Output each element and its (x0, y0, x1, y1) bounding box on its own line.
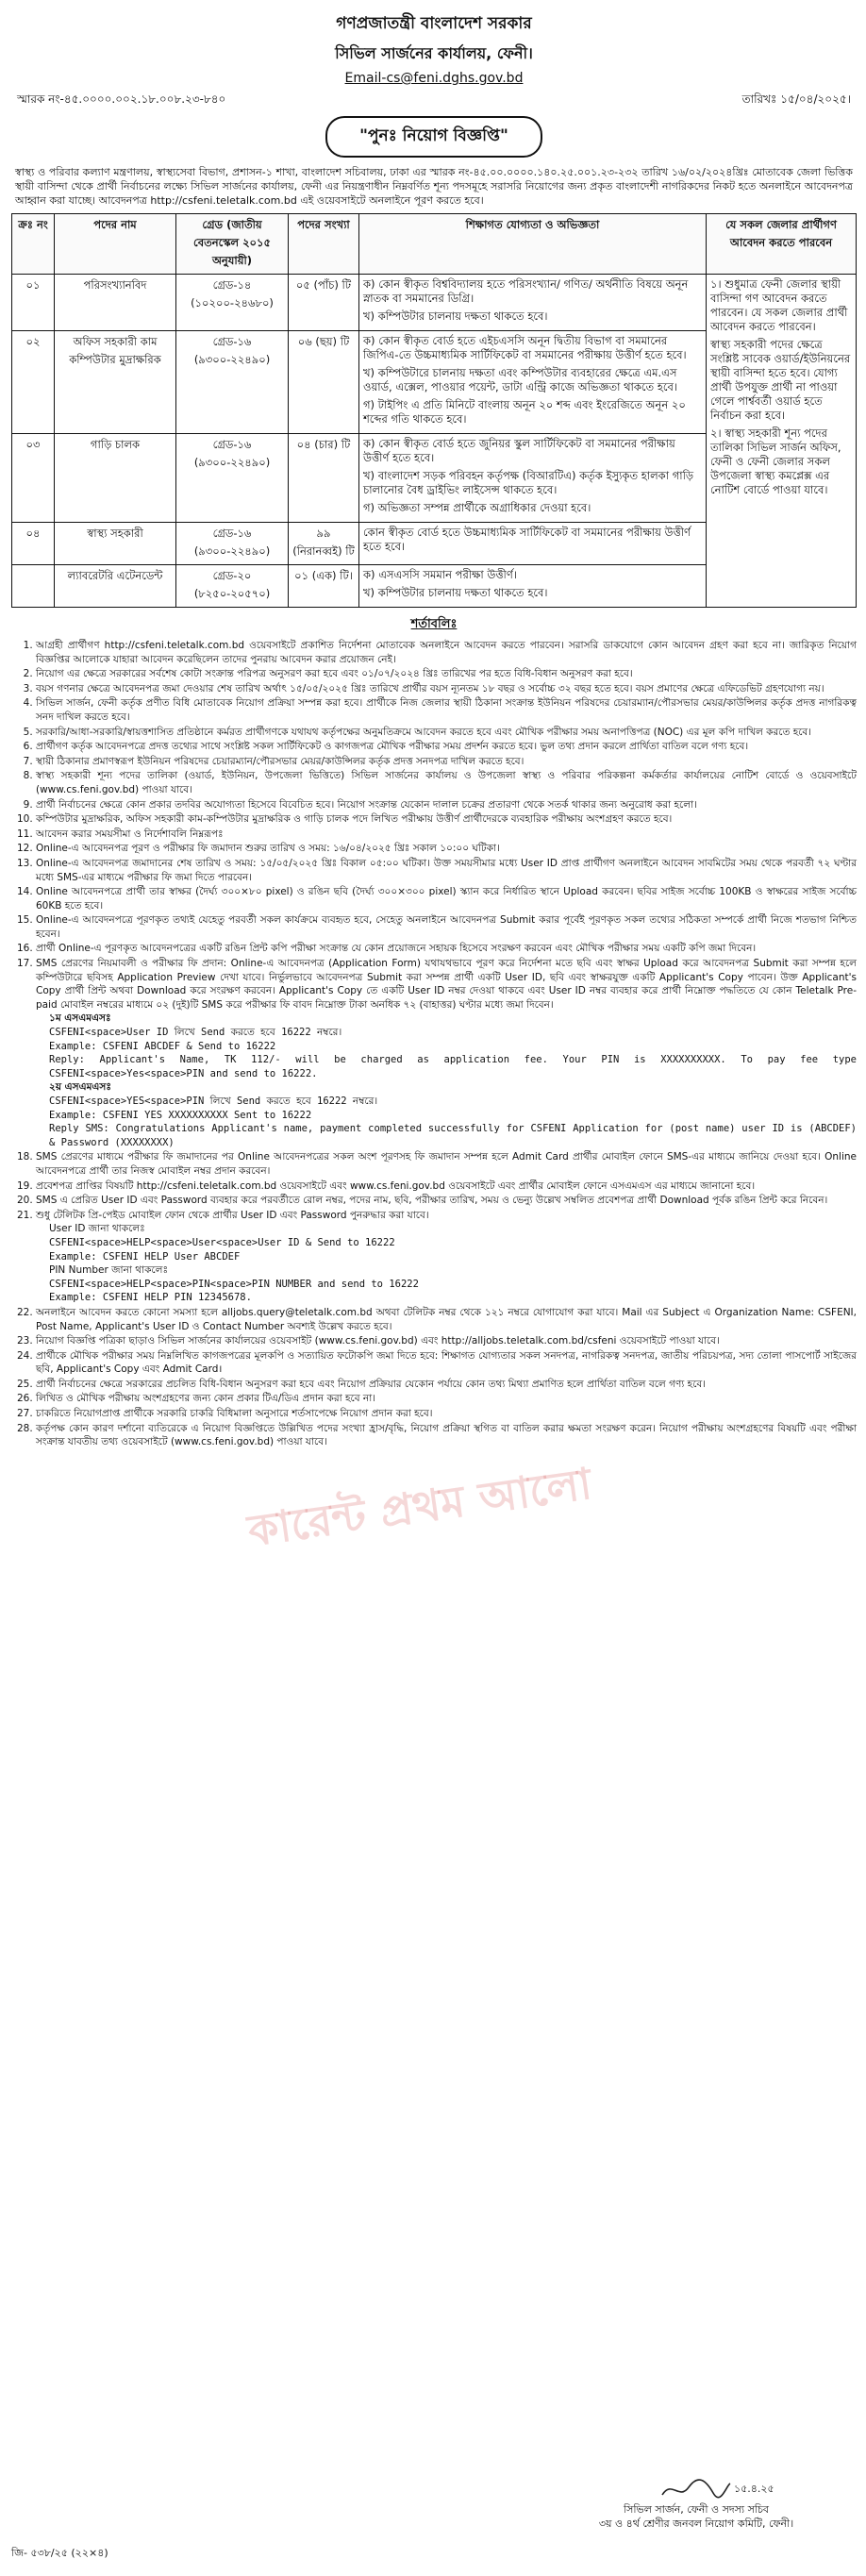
col-grade: গ্রেড (জাতীয় বেতনস্কেল ২০১৫ অনুযায়ী) (176, 214, 289, 275)
table-row (12, 275, 857, 331)
col-district: যে সকল জেলার প্রার্থীগণ আবেদন করতে পারবেন (707, 214, 857, 275)
list-item: 26. লিখিত ও মৌখিক পরীক্ষায় অংশগ্রহণের জন্য কোন প্রকার টিএ/ডিএ প্রদান করা হবে না। (36, 1392, 857, 1406)
row-count: ০৪ (চার) টি (289, 434, 359, 523)
list-item: 7. স্থায়ী ঠিকানার প্রমাণস্বরূপ ইউনিয়ন পরিষদের চেয়ারম্যান/পৌরসভার মেয়র/কাউন্সিলর কর্তৃক প্রদত্ত সনদপত্র দাখিল করতে হবে। (36, 755, 857, 769)
pin-example: Example: CSFENI HELP PIN 12345678. (49, 1292, 252, 1304)
newspaper-watermark: কারেন্ট প্রথম আলো (244, 1457, 595, 1557)
sms-first-label: ১ম এসএমএসঃ (49, 1012, 111, 1025)
list-item: 27. চাকরিতে নিয়োগপ্রাপ্ত প্রার্থীকে সরকারি চাকরি বিধিমালা অনুসারে শর্তসাপেক্ষে নিয়োগ প্রদান করা হবে। (36, 1407, 857, 1421)
list-item (36, 1209, 857, 1305)
list-item: 25. প্রার্থী নির্বাচনের ক্ষেত্রে সরকারের প্রচলিত বিধি-বিধান অনুসরণ করা হবে এবং নিয়োগ প্রক্রিয়ার যেকোন পর্যায়ে কোন তথ্য মিথ্যা প্রমাণিত হলে প্রার্থিতা বাতিল বলে গণ্য হবে। (36, 1378, 857, 1392)
reference-row (11, 92, 857, 110)
qual-line: ক) কোন স্বীকৃত বোর্ড হতে জুনিয়র স্কুল সার্টিফিকেট বা সমমানের পরীক্ষায় উত্তীর্ণ হতে হবে। (363, 437, 675, 464)
sms-second-reply: Reply SMS: Congratulations Applicant's name, payment completed successfully for CSFENI Application for (post name) user ID is (ABCDEF) & Password (XXXXXXXX) (49, 1123, 857, 1148)
row-post: গাড়ি চালক (55, 434, 176, 523)
signature-mark (555, 2476, 838, 2502)
sms-second-example: Example: CSFENI YES XXXXXXXXXX Sent to 16222 (49, 1109, 312, 1121)
intro-paragraph: স্বাস্থ্য ও পরিবার কল্যাণ মন্ত্রণালয়, স্বাস্থ্যসেবা বিভাগ, প্রশাসন-১ শাখা, বাংলাদেশ সচিবালয়, ঢাকা এর স্মারক নং-৪৫.০০.০০০০.১৪০.২৫.০০১.২৩-২৩২ তারিখ ১৬/০২/২০২৪খ্রিঃ মোতাবেক জেলা ভিত্তিক স্থায়ী বাসিন্দা থেকে প্রার্থী নির্বাচনের লক্ষ্যে সিভিল সার্জনের কার্যালয়, ফেনী এর নিয়ন্ত্রণাধীন নিম্নবর্ণিত শূন্য পদসমূহে সরাসরি নিয়োগের জন্য প্রকৃত বাংলাদেশী নাগরিকদের নিকট হতে অনলাইনে আবেদনপত্র আহ্বান করা যাচ্ছে। আবেদনপত্র http://csfeni.teletalk.com.bd এই ওয়েবসাইটে অনলাইনে পূরণ করতে হবে। (15, 166, 853, 207)
government-name: গণপ্রজাতন্ত্রী বাংলাদেশ সরকার (336, 14, 532, 33)
retrieve-block (36, 1222, 857, 1305)
list-item: 10. কম্পিউটার মুদ্রাক্ষরিক, অফিস সহকারী কাম-কম্পিউটার মুদ্রাক্ষরিক ও গাড়ি চালক পদে লিখিত পরীক্ষায় উত্তীর্ণ প্রার্থীদেরকে ব্যবহারিক পরীক্ষায় অংশগ্রহণ করতে হবে। (36, 812, 857, 827)
row-count: ০১ (এক) টি। (289, 565, 359, 608)
row-qualification (359, 523, 707, 565)
qual-line: খ) কম্পিউটার চালনায় দক্ষতা থাকতে হবে। (363, 309, 548, 323)
retrieve-format: CSFENI<space>HELP<space>User<space>User ID & Send to 16222 (49, 1236, 395, 1248)
sms-second-label: ২য় এসএমএসঃ (49, 1081, 111, 1094)
terms-title: শর্তাবলিঃ (410, 617, 458, 631)
list-item (36, 957, 857, 1149)
district-line: ১। শুধুমাত্র ফেনী জেলার স্থায়ী বাসিন্দা গণ আবেদন করতে পারবেন। যে সকল জেলার প্রার্থী আবেদন করতে পারবেন। (710, 277, 848, 333)
row-grade: গ্রেড-১৬ (৯৩০০-২২৪৯০) (176, 434, 289, 523)
notice-page (11, 8, 857, 2567)
notice-date: তারিখঃ ১৫/০৪/২০২৫। (741, 92, 851, 106)
qual-line: খ) কম্পিউটারে চালনায় দক্ষতা এবং কম্পিউটার ব্যবহারের ক্ষেত্রে এম.এস ওয়ার্ড, এক্সেল, পাওয়ার পয়েন্ট, ডাটা এন্ট্রি কাজে অভিজ্ঞতা থাকতে হবে। (363, 366, 678, 393)
col-serial: ক্রঃ নং (12, 214, 55, 275)
list-item: 28. কর্তৃপক্ষ কোন কারণ দর্শানো ব্যতিরেকে এ নিয়োগ বিজ্ঞপ্তিতে উল্লিখিত পদের সংখ্যা হ্রাস/বৃদ্ধি, নিয়োগ প্রক্রিয়া স্থগিত বা বাতিল করার ক্ষমতা সংরক্ষণ করেন। নিয়োগ পরীক্ষায় অংশগ্রহণের বিষয়টি এবং পরীক্ষা সংক্রান্ত যাবতীয় তথ্য ওয়েবসাইটে (www.cs.feni.gov.bd) পাওয়া যাবে। (36, 1422, 857, 1449)
list-item: 1. আগ্রহী প্রার্থীগণ http://csfeni.teletalk.com.bd ওয়েবসাইটে প্রকাশিত নির্দেশনা মোতাবেক অনলাইনে আবেদন করতে পারবেন। সরাসরি ডাকযোগে কোন আবেদন গ্রহণ করা হবে না। জারিকৃত নিয়োগ বিজ্ঞপ্তির আলোকে যাহারা আবেদন করেছিলেন তাদের পুনরায় আবেদন করার প্রয়োজন নেই। (36, 639, 857, 666)
row-grade: গ্রেড-১৬ (৯৩০০-২২৪৯০) (176, 331, 289, 434)
list-item: 6. প্রার্থীগণ কর্তৃক আবেদনপত্রে প্রদত্ত তথ্যের সাথে সংশ্লিষ্ট সকল সার্টিফিকেট ও কাগজপত্র মৌখিক পরীক্ষার সময় প্রদর্শন করতে হবে। ভুল তথ্য প্রদান করলে প্রার্থিতা বাতিল বলে গণ্য হবে। (36, 740, 857, 754)
sms-second-format: CSFENI<space>YES<space>PIN লিখে Send করতে হবে 16222 নম্বরে। (49, 1096, 378, 1107)
list-item: 9. প্রার্থী নির্বাচনের ক্ষেত্রে কোন প্রকার তদবির অযোগ্যতা হিসেবে বিবেচিত হবে। নিয়োগ সংক্রান্ত যেকোন দালাল চক্রের প্রতারণা থেকে সতর্ক থাকার জন্য অনুরোধ করা হলো। (36, 798, 857, 812)
pin-format: CSFENI<space>HELP<space>PIN<space>PIN NUMBER and send to 16222 (49, 1278, 419, 1290)
signatory-title: ৩য় ও ৪র্থ শ্রেণীর জনবল নিয়োগ কমিটি, ফেনী। (598, 2517, 794, 2530)
district-line: স্বাস্থ্য সহকারী পদের ক্ষেত্রে সংশ্লিষ্ট সাবেক ওয়ার্ড/ইউনিয়নের স্থায়ী বাসিন্দা হতে হবে। যোগ্য প্রার্থী উপযুক্ত প্রার্থী না পাওয়া গেলে পার্শ্ববর্তী ওয়ার্ড হতে নির্বাচন করা হবে। (710, 338, 851, 422)
row-count: ০৫ (পাঁচ) টি (289, 275, 359, 331)
qual-line: ক) কোন স্বীকৃত বোর্ড হতে এইচএসসি অনূন দ্বিতীয় বিভাগ বা সমমানের জিপিএ-তে উচ্চমাধ্যমিক সার্টিফিকেট বা সমমানের পরীক্ষায় উত্তীর্ণ হতে হবে। (363, 334, 687, 361)
list-item: 24. প্রার্থীকে মৌখিক পরীক্ষার সময় নিম্নলিখিত কাগজপত্রের মূলকপি ও সত্যায়িত ফটোকপি জমা দিতে হবে: শিক্ষাগত যোগ্যতার সকল সনদপত্র, নাগরিকত্ব সনদপত্র, জাতীয় পরিচয়পত্র, সদ্য তোলা পাসপোর্ট সাইজের ছবি, Applicant's Copy এবং Admit Card। (36, 1349, 857, 1377)
col-post: পদের নাম (55, 214, 176, 275)
retrieve-text: 21. শুধু টেলিটক প্রি-পেইড মোবাইল ফোন থেকে প্রার্থীর User ID এবং Password পুনরুদ্ধার করা যাবে। (36, 1209, 429, 1221)
office-name: সিভিল সার্জনের কার্যালয়, ফেনী। (335, 44, 533, 62)
list-item: 20. SMS এ প্রেরিত User ID এবং Password ব্যবহার করে পরবর্তীতে রোল নম্বর, পদের নাম, ছবি, পরীক্ষার তারিখ, সময় ও ভেন্যু উল্লেখ সম্বলিত প্রবেশপত্র প্রার্থী Download পূর্বক রঙিন প্রিন্ট করে নিবেন। (36, 1194, 857, 1208)
row-qualification (359, 331, 707, 434)
retrieve-example: Example: CSFENI HELP User ABCDEF (49, 1250, 241, 1263)
row-post: স্বাস্থ্য সহকারী (55, 523, 176, 565)
posts-table (11, 213, 857, 608)
terms-list (11, 639, 857, 1449)
sms-first-example: Example: CSFENI ABCDEF & Send to 16222 (49, 1040, 276, 1052)
signature-block (555, 2476, 838, 2531)
pin-label: PIN Number জানা থাকলেঃ (49, 1264, 169, 1277)
qual-line: ক) এসএসসি সমমান পরীক্ষা উত্তীর্ণ। (363, 568, 517, 581)
list-item: 5. সরকারি/আধা-সরকারি/স্বায়ত্তশাসিত প্রতিষ্ঠানে কর্মরত প্রার্থীগণকে যথাযথ কর্তৃপক্ষের অনুমতিক্রমে আবেদন করতে হবে এবং মৌখিক পরীক্ষার সময় অনাপত্তিপত্র (NOC) এর মূল কপি দাখিল করতে হবে। (36, 726, 857, 740)
office-email-link[interactable]: Email-cs@feni.dghs.gov.bd (344, 71, 524, 86)
row-count: ০৬ (ছয়) টি (289, 331, 359, 434)
qual-line: ক) কোন স্বীকৃত বিশ্ববিদ্যালয় হতে পরিসংখ্যান/ গণিত/ অর্থনীতি বিষয়ে অনূন স্নাতক বা সমমানের ডিগ্রি। (363, 277, 689, 305)
row-serial (12, 565, 55, 608)
list-item: 18. SMS প্রেরণের মাধ্যমে পরীক্ষার ফি জমাদানের পর Online আবেদনপত্রের সকল অংশ পূরণসহ ফি জমাদান সম্পন্ন হলে Admit Card প্রার্থীর মোবাইল ফোনে SMS-এর মাধ্যমে জানিয়ে দেওয়া হবে। Online আবেদনপত্রে প্রার্থী তার নিজস্ব মোবাইল নম্বর প্রদান করবেন। (36, 1150, 857, 1178)
signatory-name: সিভিল সার্জন, ফেনী ও সদস্য সচিব (623, 2503, 770, 2516)
list-item: 12. Online-এ আবেদনপত্র পূরণ ও পরীক্ষার ফি জমাদান শুরুর তারিখ ও সময়: ১৬/০৪/২০২৫ খ্রিঃ সকাল ১০:০০ ঘটিকা। (36, 842, 857, 856)
row-serial: ০১ (12, 275, 55, 331)
sms-first-format: CSFENI<space>User ID লিখে Send করতে হবে 16222 নম্বরে। (49, 1027, 342, 1039)
list-item: 2. নিয়োগ এর ক্ষেত্রে সরকারের সর্বশেষ কোটা সংক্রান্ত পরিপত্র অনুসরণ করা হবে এবং ০১/০৭/২০২৪ খ্রিঃ তারিখের পর হতে বিধি-বিধান অনুসরণ করা হবে। (36, 667, 857, 681)
print-reference: জি- ৫৩৮/২৫ (২২×৪) (11, 2547, 108, 2559)
qual-line: কোন স্বীকৃত বোর্ড হতে উচ্চমাধ্যমিক সার্টিফিকেট বা সমমানের পরীক্ষায় উত্তীর্ণ হতে হবে। (363, 526, 691, 553)
row-post: ল্যাবরেটরি এটেনডেন্ট (55, 565, 176, 608)
row-post: অফিস সহকারী কাম কম্পিউটার মুদ্রাক্ষরিক (55, 331, 176, 434)
row-grade: গ্রেড-১৬ (৯৩০০-২২৪৯০) (176, 523, 289, 565)
qual-line: খ) কম্পিউটার চালনায় দক্ষতা থাকতে হবে। (363, 586, 548, 599)
list-item: 14. Online আবেদনপত্রে প্রার্থী তার স্বাক্ষর (দৈর্ঘ্য ৩০০×৮০ pixel) ও রঙিন ছবি (দৈর্ঘ্য ৩০০×৩০০ pixel) স্ক্যান করে নির্ধারিত স্থানে Upload করবেন। ছবির সাইজ সর্বোচ্চ 100KB ও স্বাক্ষরের সাইজ সর্বোচ্চ 60KB হতে হবে। (36, 885, 857, 912)
qual-line: খ) বাংলাদেশ সড়ক পরিবহন কর্তৃপক্ষ (বিআরটিএ) কর্তৃক ইস্যুকৃত হালকা গাড়ি চালানোর বৈধ ড্রাইভিং লাইসেন্স থাকতে হবে। (363, 469, 694, 496)
row-serial: ০৩ (12, 434, 55, 523)
col-qualification: শিক্ষাগত যোগ্যতা ও অভিজ্ঞতা (359, 214, 707, 275)
retrieve-label: User ID জানা থাকলেঃ (49, 1223, 145, 1235)
row-qualification (359, 565, 707, 608)
list-item: 4. সিভিল সার্জন, ফেনী কর্তৃক প্রণীত বিধি মোতাবেক নিয়োগ প্রক্রিয়া সম্পন্ন করা হবে। প্রার্থীকে নিজ জেলার স্থায়ী ঠিকানা সংক্রান্ত ইউনিয়ন পরিষদের চেয়ারম্যান/পৌরসভার মেয়র/কাউন্সিলর কর্তৃক প্রদত্ত নাগরিকত্ব সনদ দাখিল করতে হবে। (36, 696, 857, 724)
qual-line: গ) অভিজ্ঞতা সম্পন্ন প্রার্থীকে অগ্রাধিকার দেওয়া হবে। (363, 501, 591, 514)
district-note (707, 275, 857, 608)
row-qualification (359, 434, 707, 523)
list-item: 23. নিয়োগ বিজ্ঞপ্তি পত্রিকা ছাড়াও সিভিল সার্জনের কার্যালয়ের ওয়েবসাইট (www.cs.feni.gov.bd) এবং http://alljobs.teletalk.com.bd/csfeni ওয়েবসাইটে পাওয়া যাবে। (36, 1334, 857, 1348)
list-item: 22. অনলাইনে আবেদন করতে কোনো সমস্যা হলে alljobs.query@teletalk.com.bd অথবা টেলিটক নম্বর থেকে ১২১ নম্বরে যোগাযোগ করা যাবে। Mail এর Subject এ Organization Name: CSFENI, Post Name, Applicant's User ID ও Contact Number অবশ্যই উল্লেখ করতে হবে। (36, 1306, 857, 1333)
row-grade: গ্রেড-২০ (৮২৫০-২০৫৭০) (176, 565, 289, 608)
list-item: 16. প্রার্থী Online-এ পূরণকৃত আবেদনপত্রের একটি রঙিন প্রিন্ট কপি পরীক্ষা সংক্রান্ত যে কোন প্রয়োজনে সহায়ক হিসেবে সংরক্ষণ করবেন এবং মৌখিক পরীক্ষার সময় একটি কপি জমা দিবেন। (36, 942, 857, 956)
row-serial: ০৪ (12, 523, 55, 565)
list-item: 11. আবেদন করার সময়সীমা ও নির্দেশাবলি নিম্নরূপঃ (36, 828, 857, 842)
sms-first-reply: Reply: Applicant's Name, TK 112/- will be charged as application fee. Your PIN is XXXXXXXXXX. To pay fee type CSFENI<space>Yes<space>PIN and send to 16222. (49, 1054, 857, 1079)
sms-block (36, 1012, 857, 1149)
banner-wrap (11, 116, 857, 158)
list-item: 3. বয়স গণনার ক্ষেত্রে আবেদনপত্র জমা দেওয়ার শেষ তারিখ অর্থাৎ ১৫/০৫/২০২৫ খ্রিঃ তারিখে প্রার্থীর বয়স ন্যূনতম ১৮ বছর ও সর্বোচ্চ ৩২ বছর হতে হবে। বয়স প্রমাণের ক্ষেত্রে এফিডেভিট গ্রহণযোগ্য নয়। (36, 682, 857, 696)
signature-date: ১৫.৪.২৫ (734, 2483, 774, 2495)
row-serial: ০২ (12, 331, 55, 434)
list-item: 8. স্বাস্থ্য সহকারী শূন্য পদের তালিকা (ওয়ার্ড, ইউনিয়ন, উপজেলা ভিত্তিতে) সিভিল সার্জনের কার্যালয় ও উপজেলা স্বাস্থ্য ও পরিবার পরিকল্পনা কর্মকর্তার কার্যালয়ের নোটিশ বোর্ডে ও ওয়েবসাইটে (www.cs.feni.gov.bd) পাওয়া যাবে। (36, 769, 857, 796)
sms-instructions-text: 17. SMS প্রেরণের নিয়মাবলী ও পরীক্ষার ফি প্রদান: Online-এ আবেদনপত্র (Application Form) যথাযথভাবে পূরণ করে নির্দেশনা মতে ছবি এবং স্বাক্ষর Upload করে আবেদনপত্র Submit করা সম্পন্ন হলে কম্পিউটারে ছবিসহ Application Preview দেখা যাবে। নির্ভুলভাবে আবেদনপত্র Submit করা সম্পন্ন প্রার্থী একটি User ID, ছবি এবং স্বাক্ষরযুক্ত একটি Applicant's Copy পাবেন। উক্ত Applicant's Copy প্রার্থী প্রিন্ট অথবা Download করে সংরক্ষণ করবেন। Applicant's Copy তে একটি User ID নম্বর দেওয়া থাকবে এবং User ID নম্বর ব্যবহার করে প্রার্থী নিম্নোক্ত পদ্ধতিতে যে কোন Teletalk Pre-paid মোবাইল নম্বরের মাধ্যমে ০২ (দুই)টি SMS করে পরীক্ষার ফি বাবদ নিম্নোক্ত টাকা অনধিক ৭২ (বাহাত্তর) ঘণ্টার মধ্যে জমা দিবেন। (36, 958, 857, 1011)
row-count: ৯৯ (নিরানব্বই) টি (289, 523, 359, 565)
memo-number: স্মারক নং-৪৫.০০০০.০০২.১৮.০০৮.২৩-৮৪০ (17, 92, 226, 106)
notice-title-banner: "পুনঃ নিয়োগ বিজ্ঞপ্তি" (325, 116, 542, 158)
district-line: ২। স্বাস্থ্য সহকারী শূন্য পদের তালিকা সিভিল সার্জন অফিস, ফেনী ও ফেনী জেলার সকল উপজেলা স্বাস্থ্য কমপ্লেক্স এর নোটিশ বোর্ডে পাওয়া যাবে। (710, 427, 841, 496)
row-grade: গ্রেড-১৪ (১০২০০-২৪৬৮০) (176, 275, 289, 331)
list-item: 19. প্রবেশপত্র প্রাপ্তির বিষয়টি http://csfeni.teletalk.com.bd ওয়েবসাইটে এবং www.cs.feni.gov.bd ওয়েবসাইটে এবং প্রার্থীর মোবাইল ফোনে এসএমএস এর মাধ্যমে জানানো হবে। (36, 1179, 857, 1194)
signature-scribble-icon (658, 2476, 734, 2502)
list-item: 15. Online-এ আবেদনপত্রে পূরণকৃত তথ্যই যেহেতু পরবর্তী সকল কার্যক্রমে ব্যবহৃত হবে, সেহেতু অনলাইনে আবেদনপত্র Submit করার পূর্বেই পূরণকৃত সকল তথ্যের সঠিকতা সম্পর্কে প্রার্থী নিজে শতভাগ নিশ্চিত হবেন। (36, 913, 857, 941)
list-item: 13. Online-এ আবেদনপত্র জমাদানের শেষ তারিখ ও সময়: ১৫/০৫/২০২৫ খ্রিঃ বিকাল ০৫:০০ ঘটিকা। উক্ত সময়সীমার মধ্যে User ID প্রাপ্ত প্রার্থীগণ অনলাইনে আবেদন সাবমিটের সময় থেকে পরবর্তী ৭২ ঘণ্টার মধ্যে SMS-এর মাধ্যমে পরীক্ষার ফি জমা দিতে পারবেন। (36, 857, 857, 884)
row-post: পরিসংখ্যানবিদ (55, 275, 176, 331)
row-qualification (359, 275, 707, 331)
qual-line: গ) টাইপিং এ প্রতি মিনিটে বাংলায় অনূন ২০ শব্দ এবং ইংরেজিতে অনূন ২০ শব্দের গতি থাকতে হবে। (363, 398, 686, 426)
table-header-row (12, 214, 857, 275)
col-count: পদের সংখ্যা (289, 214, 359, 275)
